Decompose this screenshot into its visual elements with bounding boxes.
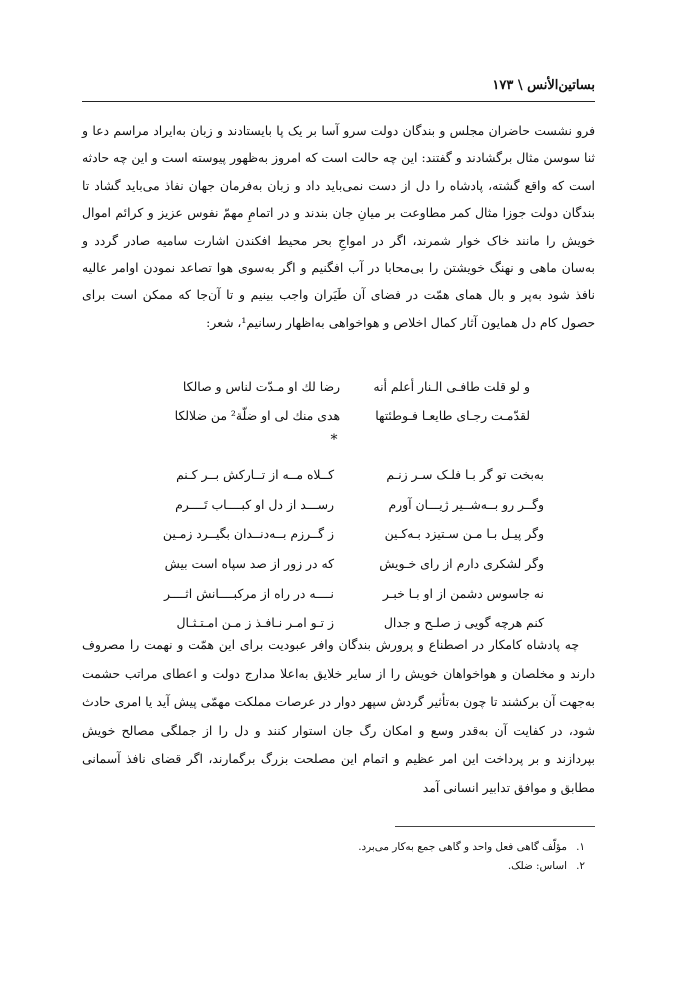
verse-hemistich-second: ز تـو امـر نـافـذ ز مـن امـتـثـال bbox=[176, 615, 334, 631]
verse-hemistich-second: رضا لك او مـدّت لناس و صالکا bbox=[182, 379, 340, 394]
body-paragraph-1 bbox=[82, 117, 595, 336]
footnote-number: ۱. bbox=[576, 841, 585, 853]
verse-hemistich-first: وگر لشکری دارم از رای خـویش bbox=[379, 556, 544, 572]
verse-row bbox=[134, 519, 544, 549]
verse-hemistich-first: وگر پیـل بـا مـن سـتیزد بـه‌کـین bbox=[384, 526, 544, 542]
header-rule bbox=[82, 101, 595, 102]
running-head: بساتین‌الأنس \ ۱۷۳ bbox=[492, 78, 595, 93]
paragraph-text: فرو نشست حاضران مجلس و بندگان دولت سرو آسا بر یک پا بایستادند و زبان به‌ایراد مراسم دعا و ثنا سوسن مثال برگشادند و گفتند: این چه حالت است که امروز به‌ظهور پیوسته است و این چه حادثه است که واقع گشته، پادشاه را دل از دست نمی‌باید داد و زبان به‌فرمان جهان نفاذ می‌باید گشاد تا بندگان دولت جوزا مثال کمر مطاوعت بر میانِ جان بندند و در اتمامِ مهمّ نفوس عزیز و کرائم اموال خویش را مانند خاک خوار شمرند، اگر در امواجِ بحر محیط افکندن اشارت سامیه صادر گردد و به‌سان ماهی و نهنگ خویشتن را بی‌محابا در آب افگنیم و اگر به‌سوی هوا تصاعد نمودن اوامر عالیه نافذ شود به‌پر و بال همای همّت در فضای آن طَیَران واجب بینیم و تا آن‌جا که ممکن است برای حصول کام دل همایون آثار کمال اخلاص و هواخواهی به‌اظهار رسانیم¹، شعر: bbox=[82, 123, 595, 330]
persian-verse-block bbox=[134, 460, 544, 638]
verse-row bbox=[134, 549, 544, 579]
footnotes bbox=[82, 838, 585, 876]
verse-hemistich-first: کنم هرچه گویی ز صلـح و جدال bbox=[383, 615, 544, 631]
verse-hemistich-second: کــلاه مــه از تــارکش بــر کـنم bbox=[176, 467, 334, 483]
verse-row bbox=[150, 372, 530, 401]
footnote-number: ۲. bbox=[576, 860, 585, 872]
verse-hemistich-second: که در زور از صد سپاه است بیش bbox=[164, 556, 334, 572]
footnote bbox=[82, 838, 585, 857]
verse-hemistich-first: وگــر رو بــه‌شــیر ژیـــان آورم bbox=[388, 496, 544, 512]
arabic-verse-block bbox=[150, 372, 530, 430]
verse-hemistich-first: لقدّمـت رجـای طایعـا فـوطئتها bbox=[375, 408, 530, 423]
verse-row bbox=[150, 401, 530, 430]
verse-row bbox=[134, 578, 544, 608]
verse-hemistich-first: و لو قلت طافـی الـنار أعلم أنه bbox=[373, 379, 530, 394]
footnote bbox=[82, 857, 585, 876]
footnote-text: مؤلّف گاهی فعل واحد و گاهی جمع به‌کار می‌برد. bbox=[358, 841, 567, 853]
verse-hemistich-second: ز گــرزم بــه‌دنــدان بگیــرد زمـین bbox=[162, 526, 334, 542]
footnote-rule bbox=[395, 826, 595, 827]
verse-hemistich-second: رســـد از دل او کبــــاب تَــــرم bbox=[175, 496, 334, 512]
verse-hemistich-first: به‌بخت تو گر بـا فلـک سـر زنـم bbox=[386, 467, 544, 483]
verse-row bbox=[134, 490, 544, 520]
verse-hemistich-first: نه جاسوس دشمن از او بـا خبـر bbox=[382, 585, 544, 601]
footnote-text: اساس: ضلک. bbox=[507, 860, 567, 872]
verse-separator: * bbox=[330, 432, 338, 448]
body-paragraph-2 bbox=[82, 631, 595, 803]
verse-hemistich-second: نــــه در راه از مرکبــــانش اثــــر bbox=[163, 585, 334, 601]
paragraph-text: چه پادشاه کامکار در اصطناع و پرورش بندگان وافر عبودیت برای این همّت و نهمت را مصروف دارند و مخلصان و هواخواهان خویش را از سایر خلایق به‌اعلا مدارج دولت و اعطای مراتب حشمت به‌جهت آن برکشند تا چون به‌تأثیر گردش سپهر دوار در عرصات مملکت مهمّی پیش آید یا امری حادث شود، در کفایت آن به‌قدر وسع و امکان رگ جان استوار کنند و دل را از جملگی مصالح خویش بپردازند و بر پرداخت این امر عظیم و اتمام این مصلحت بزرگ برگمارند، اگر قضای نافذ آسمانی مطابق و موافق تدابیر انسانی آمد bbox=[82, 637, 595, 795]
verse-hemistich-second: هدی منك لی او ضلّة² من ضلالکا bbox=[174, 408, 340, 423]
verse-row bbox=[134, 460, 544, 490]
